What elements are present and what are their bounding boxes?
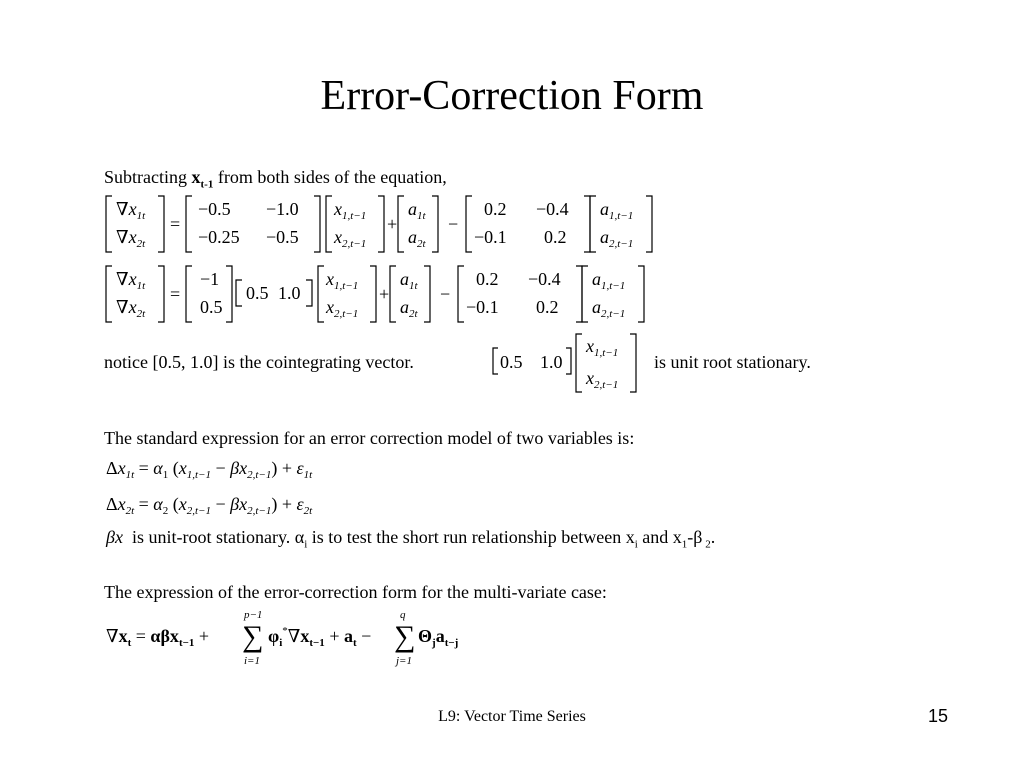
notice-beta-1: 0.5: [500, 352, 523, 372]
svg-text:∇xt = αβxt−1 +: $\nabla x_t = \alpha\beta x_{t-1}$ +: [106, 626, 210, 649]
m1-a11: −0.5: [198, 199, 231, 219]
m2-b12: −0.4: [528, 269, 561, 289]
svg-text:a1t: $a_{1t}$: [408, 199, 426, 222]
svg-text:a2t: $a_{2t}$: [400, 297, 418, 320]
notice-suffix: is unit root stationary.: [654, 352, 811, 372]
svg-text:φi*∇xt−1 + at −: $\varphi_i^*\nabla x_{t-1} + a_t$ −: [268, 625, 372, 649]
svg-text:x2,t−1: $x_{2,t-1}$: [334, 227, 367, 250]
slide-title: Error-Correction Form: [320, 73, 704, 119]
svg-text:∇x1t: $\nabla x_{1t}$: [116, 269, 146, 292]
svg-text:∇x2t: $\nabla x_{2t}$: [116, 297, 146, 320]
ecm-equations: [104, 452, 404, 522]
beta-2: 1.0: [278, 283, 301, 303]
notice-text: notice [0.5, 1.0] is the cointegrating vector.: [104, 352, 414, 372]
svg-text:+: +: [379, 284, 390, 304]
m2-b21: −0.1: [466, 297, 499, 317]
svg-text:x2,t−1: $x_{2,t-1}$: [326, 297, 359, 320]
standard-text: The standard expression for an error correction model of two variables is:: [104, 428, 635, 448]
svg-text:+: +: [387, 214, 398, 234]
m2-b22: 0.2: [536, 297, 559, 317]
equation-1: [100, 190, 660, 260]
alpha-1: −1: [200, 269, 220, 289]
svg-text:Δx1t = α1 (x1,t−1 − βx2,t−1) +: $\Delta x_{1t} = \alpha_1$ $(x_{1,t-1} - \beta x_{2,t-1}) + \varepsilon_{1t}$: [106, 458, 313, 481]
svg-text:∇x2t: $\nabla x_{2t}$: [116, 227, 146, 250]
svg-text:q: q: [400, 609, 406, 621]
svg-text:∑: ∑: [394, 620, 416, 653]
svg-text:a2t: $a_{2t}$: [408, 227, 426, 250]
m2-b11: 0.2: [476, 269, 499, 289]
m1-b21: −0.1: [474, 227, 507, 247]
beta-line: βx is unit-root stationary. $\alpha_i$ is to test the short run relationship between $x_i$ and $x_1-\beta$ $_2$.: [106, 527, 716, 551]
svg-text:p−1: p−1: [244, 609, 263, 621]
svg-text:−: −: [440, 284, 451, 304]
multivariate-equation: [104, 604, 484, 668]
multivariate-text: The expression of the error-correction form for the multi-variate case:: [104, 582, 607, 602]
svg-text:a2,t−1: $a_{2,t-1}$: [592, 297, 626, 320]
equation-2: [100, 260, 660, 330]
svg-text:−: −: [448, 214, 459, 234]
m1-a12: −1.0: [266, 199, 299, 219]
svg-text:a1t: $a_{1t}$: [400, 269, 418, 292]
svg-text:x1,t−1: $x_{1,t-1}$: [334, 199, 367, 222]
beta-1: 0.5: [246, 283, 269, 303]
svg-text:x2,t−1: $x_{2,t-1}$: [586, 368, 619, 391]
svg-text:=: =: [170, 284, 181, 304]
footer-title: L9: Vector Time Series: [438, 708, 586, 725]
svg-text:Θjat−j: $\Theta_ja_{t-j}$: [418, 626, 459, 649]
m1-b12: −0.4: [536, 199, 569, 219]
svg-text:a1,t−1: $a_{1,t-1}$: [592, 269, 626, 292]
svg-text:x1,t−1: $x_{1,t-1}$: [586, 336, 619, 359]
intro-text: Subtracting $x_{t-1}$ from both sides of the equation,: [104, 167, 447, 191]
svg-text:∑: ∑: [242, 620, 264, 653]
svg-text:=: =: [170, 214, 181, 234]
notice-beta-2: 1.0: [540, 352, 563, 372]
m1-b22: 0.2: [544, 227, 567, 247]
notice-expression: [488, 330, 648, 396]
svg-text:Δx2t = α2 (x2,t−1 − βx2,t−1) +: $\Delta x_{2t} = \alpha_2$ $(x_{2,t-1} - \beta x_{2,t-1}) + \varepsilon_{2t}$: [106, 494, 313, 517]
m1-a21: −0.25: [198, 227, 240, 247]
svg-text:∇x1t: $\nabla x_{1t}$: [116, 199, 146, 222]
svg-text:x1,t−1: $x_{1,t-1}$: [326, 269, 359, 292]
page-number: 15: [928, 706, 949, 726]
svg-text:i=1: i=1: [244, 655, 260, 667]
alpha-2: 0.5: [200, 297, 223, 317]
svg-text:a1,t−1: $a_{1,t-1}$: [600, 199, 634, 222]
svg-text:a2,t−1: $a_{2,t-1}$: [600, 227, 634, 250]
m1-a22: −0.5: [266, 227, 299, 247]
svg-text:j=1: j=1: [396, 655, 412, 667]
m1-b11: 0.2: [484, 199, 507, 219]
